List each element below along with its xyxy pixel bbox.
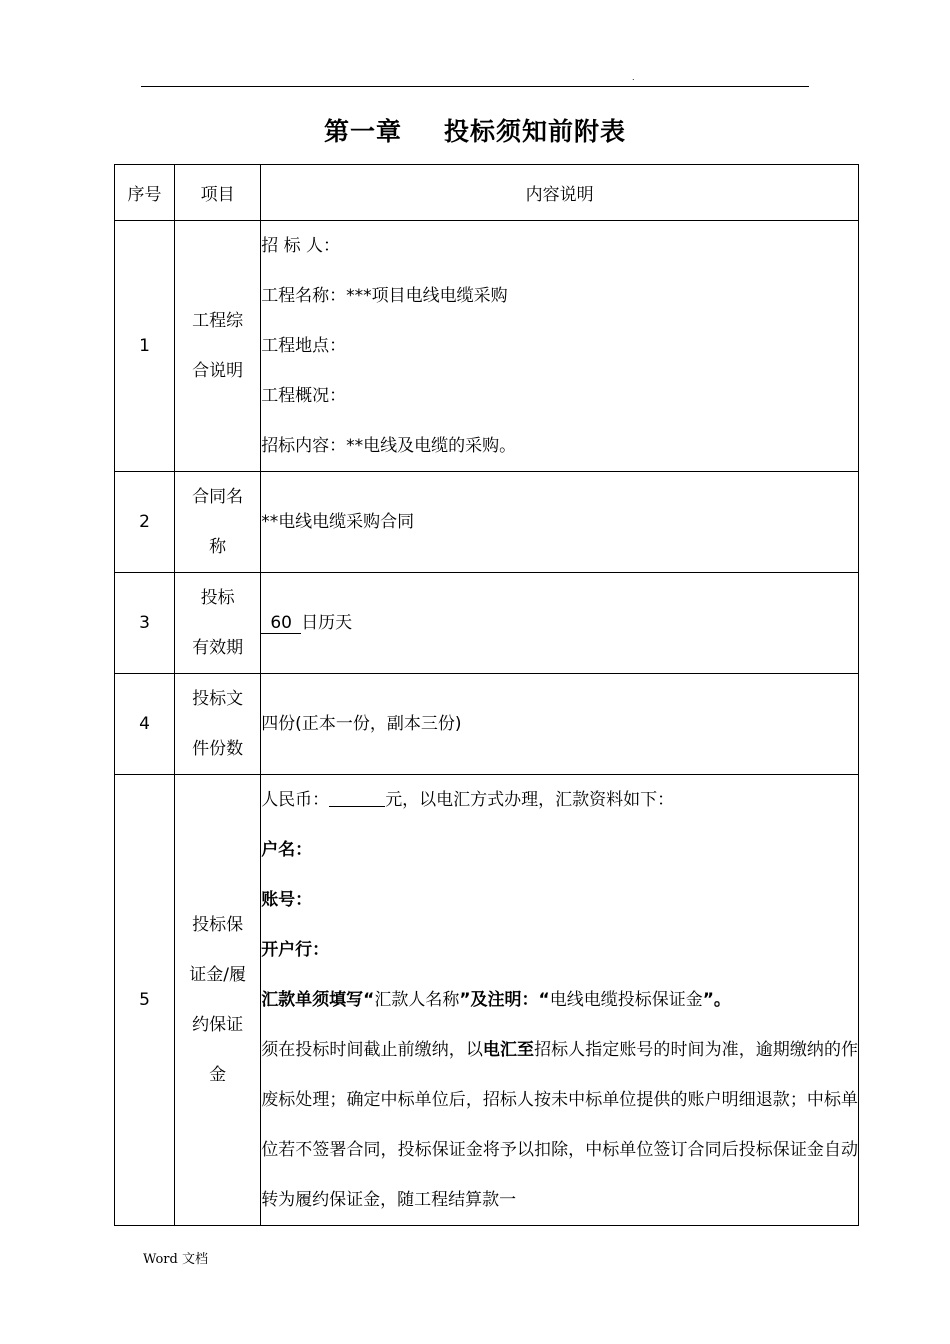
validity-days: 60 xyxy=(261,613,301,634)
item-line: 约保证 xyxy=(192,1015,244,1035)
row-desc xyxy=(261,221,859,472)
header-seq: 序号 xyxy=(115,165,175,221)
desc-line-account-name xyxy=(261,825,858,875)
item-line: 金 xyxy=(209,1065,227,1085)
item-line: 投标 xyxy=(200,588,235,608)
desc-line-tenderer: 招 标 人： xyxy=(261,236,340,256)
desc-line-location: 工程地点： xyxy=(261,336,347,356)
item-line: 称 xyxy=(209,537,227,557)
desc-line-overview: 工程概况： xyxy=(261,386,347,406)
desc-line-remit-note xyxy=(261,975,858,1025)
header-rule xyxy=(141,86,809,87)
note-bold-3: ”。 xyxy=(702,990,731,1010)
desc-deposit-paragraph xyxy=(261,1025,858,1225)
row-seq: 1 xyxy=(115,221,175,472)
row-item xyxy=(175,775,261,1226)
note-bold-1: 汇款单须填写“ xyxy=(261,990,375,1010)
row-item xyxy=(175,472,261,573)
chapter-name: 投标须知前附表 xyxy=(444,117,627,146)
note-normal-1: 汇款人名称 xyxy=(374,990,460,1010)
desc-line-bank xyxy=(261,925,858,975)
bank-label: 开户行： xyxy=(261,940,330,960)
desc-line-project-name: 工程名称：***项目电线电缆采购 xyxy=(261,286,508,306)
header-dot: . xyxy=(632,73,635,82)
table-header-row xyxy=(115,165,859,221)
row-seq: 4 xyxy=(115,674,175,775)
desc-line-rmb xyxy=(261,775,858,825)
table-row xyxy=(115,573,859,674)
table-row xyxy=(115,472,859,573)
validity-suffix: 日历天 xyxy=(301,613,353,633)
row-desc: **电线电缆采购合同 xyxy=(261,472,859,573)
para-part-b: 电汇至 xyxy=(482,1040,535,1060)
para-part-c: 招标人指定账号的时间为准，逾期缴纳的作废标处理；确定中标单位后，招标人按未中标单位提供的账户明细退款；中标单位若不签署合同，投标保证金将予以扣除，中标单位签订合同后投标保证金自动转为履约保证金，随工程结算款一 xyxy=(261,1040,859,1210)
desc-line-account-no xyxy=(261,875,858,925)
rmb-suffix: 元，以电汇方式办理，汇款资料如下： xyxy=(385,790,675,810)
table-row xyxy=(115,775,859,1226)
note-bold-2: ”及注明：“ xyxy=(459,990,550,1010)
item-line: 证金/履 xyxy=(189,965,246,985)
item-line: 合说明 xyxy=(192,361,244,381)
row-desc: 四份(正本一份，副本三份) xyxy=(261,674,859,775)
annex-table xyxy=(114,164,859,1226)
item-line: 有效期 xyxy=(192,638,244,658)
row-item xyxy=(175,221,261,472)
row-seq: 3 xyxy=(115,573,175,674)
header-item: 项目 xyxy=(175,165,261,221)
footer-text: Word 文档 xyxy=(143,1252,208,1267)
item-line: 工程综 xyxy=(192,311,244,331)
header-desc: 内容说明 xyxy=(261,165,859,221)
chapter-label: 第一章 xyxy=(323,117,402,146)
table-row xyxy=(115,221,859,472)
row-seq: 2 xyxy=(115,472,175,573)
item-line: 投标文 xyxy=(192,689,244,709)
item-line: 合同名 xyxy=(192,487,244,507)
item-line: 件份数 xyxy=(192,739,244,759)
amount-blank xyxy=(329,788,385,807)
row-desc xyxy=(261,573,859,674)
row-item xyxy=(175,674,261,775)
item-line: 投标保 xyxy=(192,915,244,935)
page-title xyxy=(0,112,950,152)
table-row xyxy=(115,674,859,775)
row-item xyxy=(175,573,261,674)
account-name-label: 户名： xyxy=(261,840,313,860)
para-part-a: 须在投标时间截止前缴纳，以 xyxy=(261,1040,483,1060)
note-normal-2: 电线电缆投标保证金 xyxy=(549,990,703,1010)
row-desc xyxy=(261,775,859,1226)
row-seq: 5 xyxy=(115,775,175,1226)
desc-line-content: 招标内容：**电线及电缆的采购。 xyxy=(261,436,517,456)
account-no-label: 账号： xyxy=(261,890,313,910)
rmb-prefix: 人民币： xyxy=(261,790,330,810)
